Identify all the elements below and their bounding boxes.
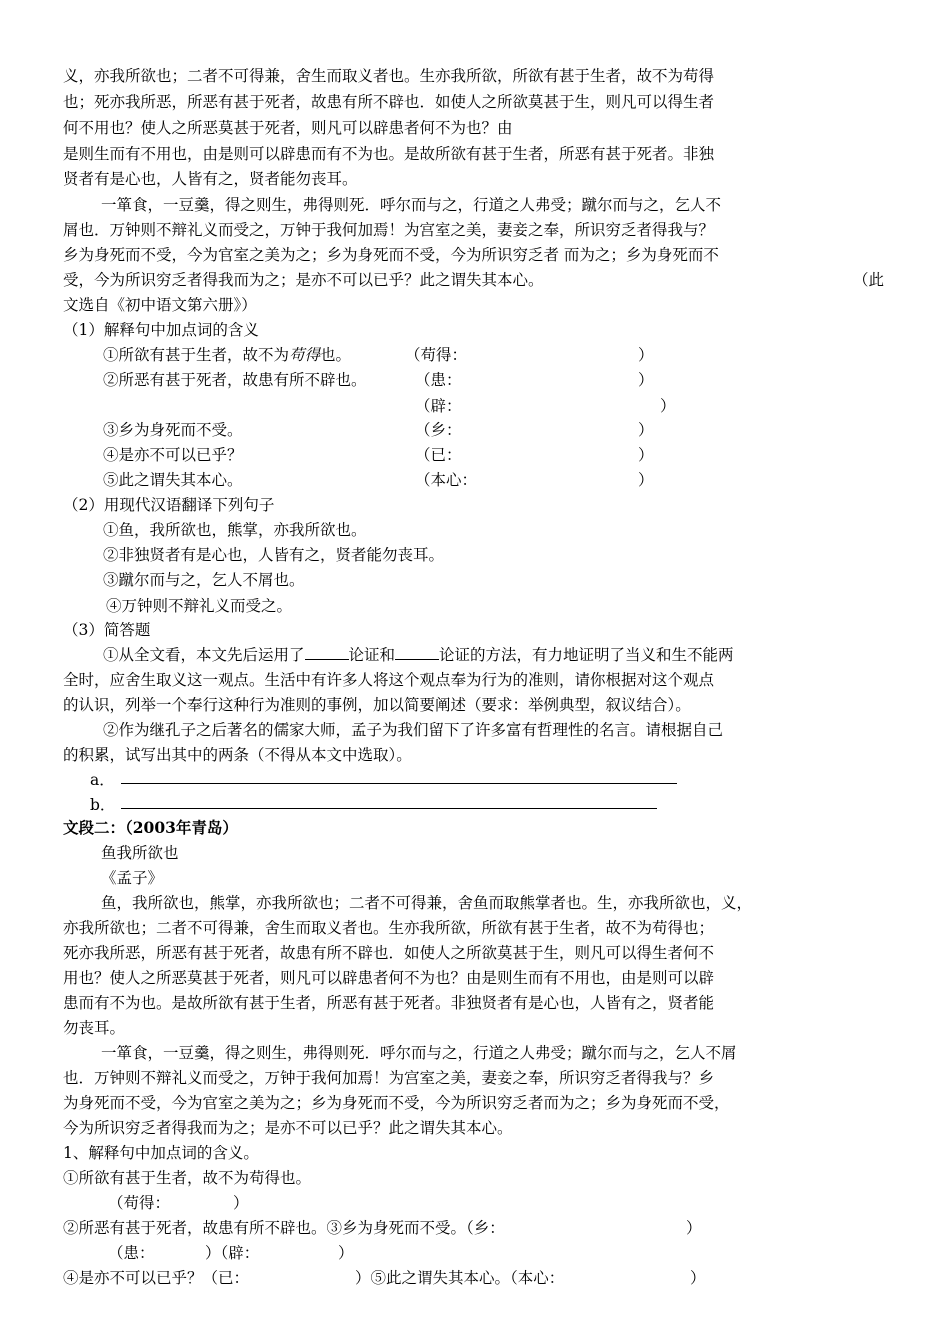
section2-heading: 文段二：（2003年青岛） <box>63 818 238 837</box>
q1-item-4: ④是亦不可以已乎？ <box>103 446 243 464</box>
q1-item-3-answer: （乡： <box>415 421 462 439</box>
passage1-line-2: 也；死亦我所恶，所恶有甚于死者，故患有所不辟也．如使人之所欲莫甚于生，则凡可以得生者 <box>63 93 715 111</box>
section2-q-line-4a: （患： <box>108 1244 155 1262</box>
q2-heading: （2）用现代汉语翻译下列句子 <box>63 496 275 514</box>
passage1-line-5: 贤者有是心也，人皆有之，贤者能勿丧耳。 <box>63 170 358 188</box>
q1-item-1-word: 苟得 <box>289 346 321 364</box>
source-note: 文选自《初中语文第六册》） <box>63 296 257 314</box>
section2-line-2: 亦我所欲也；二者不可得兼，舍生而取义者也。生亦我所欲，所欲有甚于生者，故不为苟得也； <box>63 919 715 937</box>
q2-item-2: ②非独贤者有是心也，人皆有之，贤者能勿丧耳。 <box>103 546 445 564</box>
section2-line-5: 患而有不为也。是故所欲有甚于生者，所恶有甚于死者。非独贤者有是心也，人皆有之，贤者能 <box>63 994 715 1012</box>
q3-p1-c: 论证的方法，有力地证明了当义和生不能两 <box>439 646 734 664</box>
fill-blank-1[interactable] <box>305 645 349 660</box>
section2-line-10: 今为所识穷乏者得我而为之；是亦不可以已乎？此之谓失其本心。 <box>63 1119 513 1137</box>
fill-blank-2[interactable] <box>395 645 439 660</box>
section2-q-line-3: ②所恶有甚于死者，故患有所不辟也。③乡为身死而不受。（乡： <box>63 1219 505 1237</box>
section2-line-7: 一箪食，一豆羹，得之则生，弗得则死．呼尔而与之，行道之人弗受；蹴尔而与之，乞人不屑 <box>101 1044 737 1062</box>
passage1-line-1: 义，亦我所欲也；二者不可得兼，舍生而取义者也。生亦我所欲，所欲有甚于生者，故不为苟得 <box>63 67 715 85</box>
section2-line-9: 为身死而不受，今为官室之美为之；乡为身死而不受，今为所识穷乏者而为之；乡为身死而不受， <box>63 1094 730 1112</box>
answer-b-label: b． <box>90 796 116 814</box>
passage1-line-6: 一箪食，一豆羹，得之则生，弗得则死．呼尔而与之，行道之人弗受；蹴尔而与之，乞人不 <box>101 196 722 214</box>
section2-line-8: 也．万钟则不辩礼义而受之，万钟于我何加焉！为宫室之美，妻妾之奉，所识穷乏者得我与？乡 <box>63 1069 715 1087</box>
q3-p1-line-1 <box>103 645 734 665</box>
q1-item-2-close: ） <box>638 371 654 389</box>
passage1-line-7: 屑也．万钟则不辩礼义而受之，万钟于我何加焉！为宫室之美，妻妾之奉，所识穷乏者得我与？ <box>63 221 715 239</box>
q3-p2-line-1: ②作为继孔子之后著名的儒家大师，孟子为我们留下了许多富有哲理性的名言。请根据自己 <box>103 721 724 739</box>
passage1-line-9: 受，今为所识穷乏者得我而为之；是亦不可以已乎？此之谓失其本心。 <box>63 271 544 289</box>
q3-p1-a: ①从全文看，本文先后运用了 <box>103 646 305 664</box>
q1-item-1 <box>103 345 351 365</box>
answer-a-label: a． <box>90 771 115 789</box>
q1-item-1-post: 也。 <box>320 346 352 364</box>
section2-q-heading: 1、解释句中加点词的含义。 <box>63 1144 259 1162</box>
answer-a-line[interactable] <box>121 783 677 784</box>
source-note-start: （此 <box>853 271 885 289</box>
section2-line-4: 用也？使人之所恶莫甚于死者，则凡可以辟患者何不为也？由是则生而有不用也，由是则可以辟 <box>63 969 715 987</box>
section2-q-line-3-close: ） <box>686 1219 702 1237</box>
answer-b-line[interactable] <box>121 808 657 809</box>
section2-title: 鱼我所欲也 <box>101 844 179 862</box>
q1-item-5-close: ） <box>638 471 654 489</box>
q2-item-3: ③蹴尔而与之，乞人不屑也。 <box>103 571 305 589</box>
q2-item-1: ①鱼，我所欲也，熊掌，亦我所欲也。 <box>103 521 367 539</box>
section2-q-line-5-close: ） <box>690 1269 706 1287</box>
section2-q-line-2-close: ） <box>233 1194 249 1212</box>
q1-heading: （1）解释句中加点词的含义 <box>63 321 259 339</box>
q1-item-5: ⑤此之谓失其本心。 <box>103 471 243 489</box>
section2-q-line-4-close: ） <box>338 1244 354 1262</box>
q1-item-1-close: ） <box>638 346 654 364</box>
q1-item-2-answer: （患： <box>415 371 462 389</box>
q1-item-5-answer: （本心： <box>415 471 478 489</box>
q1-item-2b-close: ） <box>660 397 676 415</box>
q1-item-4-close: ） <box>638 446 654 464</box>
q3-p1-line-2: 全时，应舍生取义这一观点。生活中有许多人将这个观点奉为行为的准则，请你根据对这个观点 <box>63 671 715 689</box>
passage1-line-4: 是则生而有不用也，由是则可以辟患而有不为也。是故所欲有甚于生者，所恶有甚于死者。非独 <box>63 145 715 163</box>
section2-author: 《孟子》 <box>101 869 164 887</box>
section2-line-6: 勿丧耳。 <box>63 1019 126 1037</box>
section2-q-line-4b: ）（辟： <box>205 1244 260 1262</box>
q1-item-2b-answer: （辟： <box>415 397 462 415</box>
section2-q-line-5a: ④是亦不可以已乎？（已： <box>63 1269 250 1287</box>
q3-p1-b: 论证和 <box>348 646 396 664</box>
section2-line-1: 鱼，我所欲也，熊掌，亦我所欲也；二者不可得兼，舍鱼而取熊掌者也。生，亦我所欲也，义， <box>101 894 753 912</box>
q2-item-4: ④万钟则不辩礼义而受之。 <box>106 597 293 615</box>
q1-item-1-pre: ①所欲有甚于生者，故不为 <box>103 346 290 364</box>
q3-p2-line-2: 的积累，试写出其中的两条（不得从本文中选取）。 <box>63 746 412 764</box>
passage1-line-3: 何不用也？使人之所恶莫甚于死者，则凡可以辟患者何不为也？由 <box>63 119 513 137</box>
q1-item-4-answer: （已： <box>415 446 462 464</box>
q1-item-2: ②所恶有甚于死者，故患有所不辟也。 <box>103 371 367 389</box>
q3-p1-line-3: 的认识，列举一个奉行这种行为准则的事例，加以简要阐述（要求：举例典型，叙议结合）。 <box>63 696 691 714</box>
section2-q-line-2: （苟得： <box>108 1194 171 1212</box>
section2-q-line-1: ①所欲有甚于生者，故不为苟得也。 <box>63 1169 312 1187</box>
q1-item-3-close: ） <box>638 421 654 439</box>
section2-line-3: 死亦我所恶，所恶有甚于死者，故患有所不辟也．如使人之所欲莫甚于生，则凡可以得生者何不 <box>63 944 715 962</box>
q3-heading: （3）简答题 <box>63 621 151 639</box>
q1-item-1-answer: （苟得： <box>405 346 468 364</box>
passage1-line-8: 乡为身死而不受，今为官室之美为之；乡为身死而不受，今为所识穷乏者 而为之；乡为身死而不 <box>63 246 719 264</box>
q1-item-3: ③乡为身死而不受。 <box>103 421 243 439</box>
section2-q-line-5b: ）⑤此之谓失其本心。（本心： <box>355 1269 565 1287</box>
